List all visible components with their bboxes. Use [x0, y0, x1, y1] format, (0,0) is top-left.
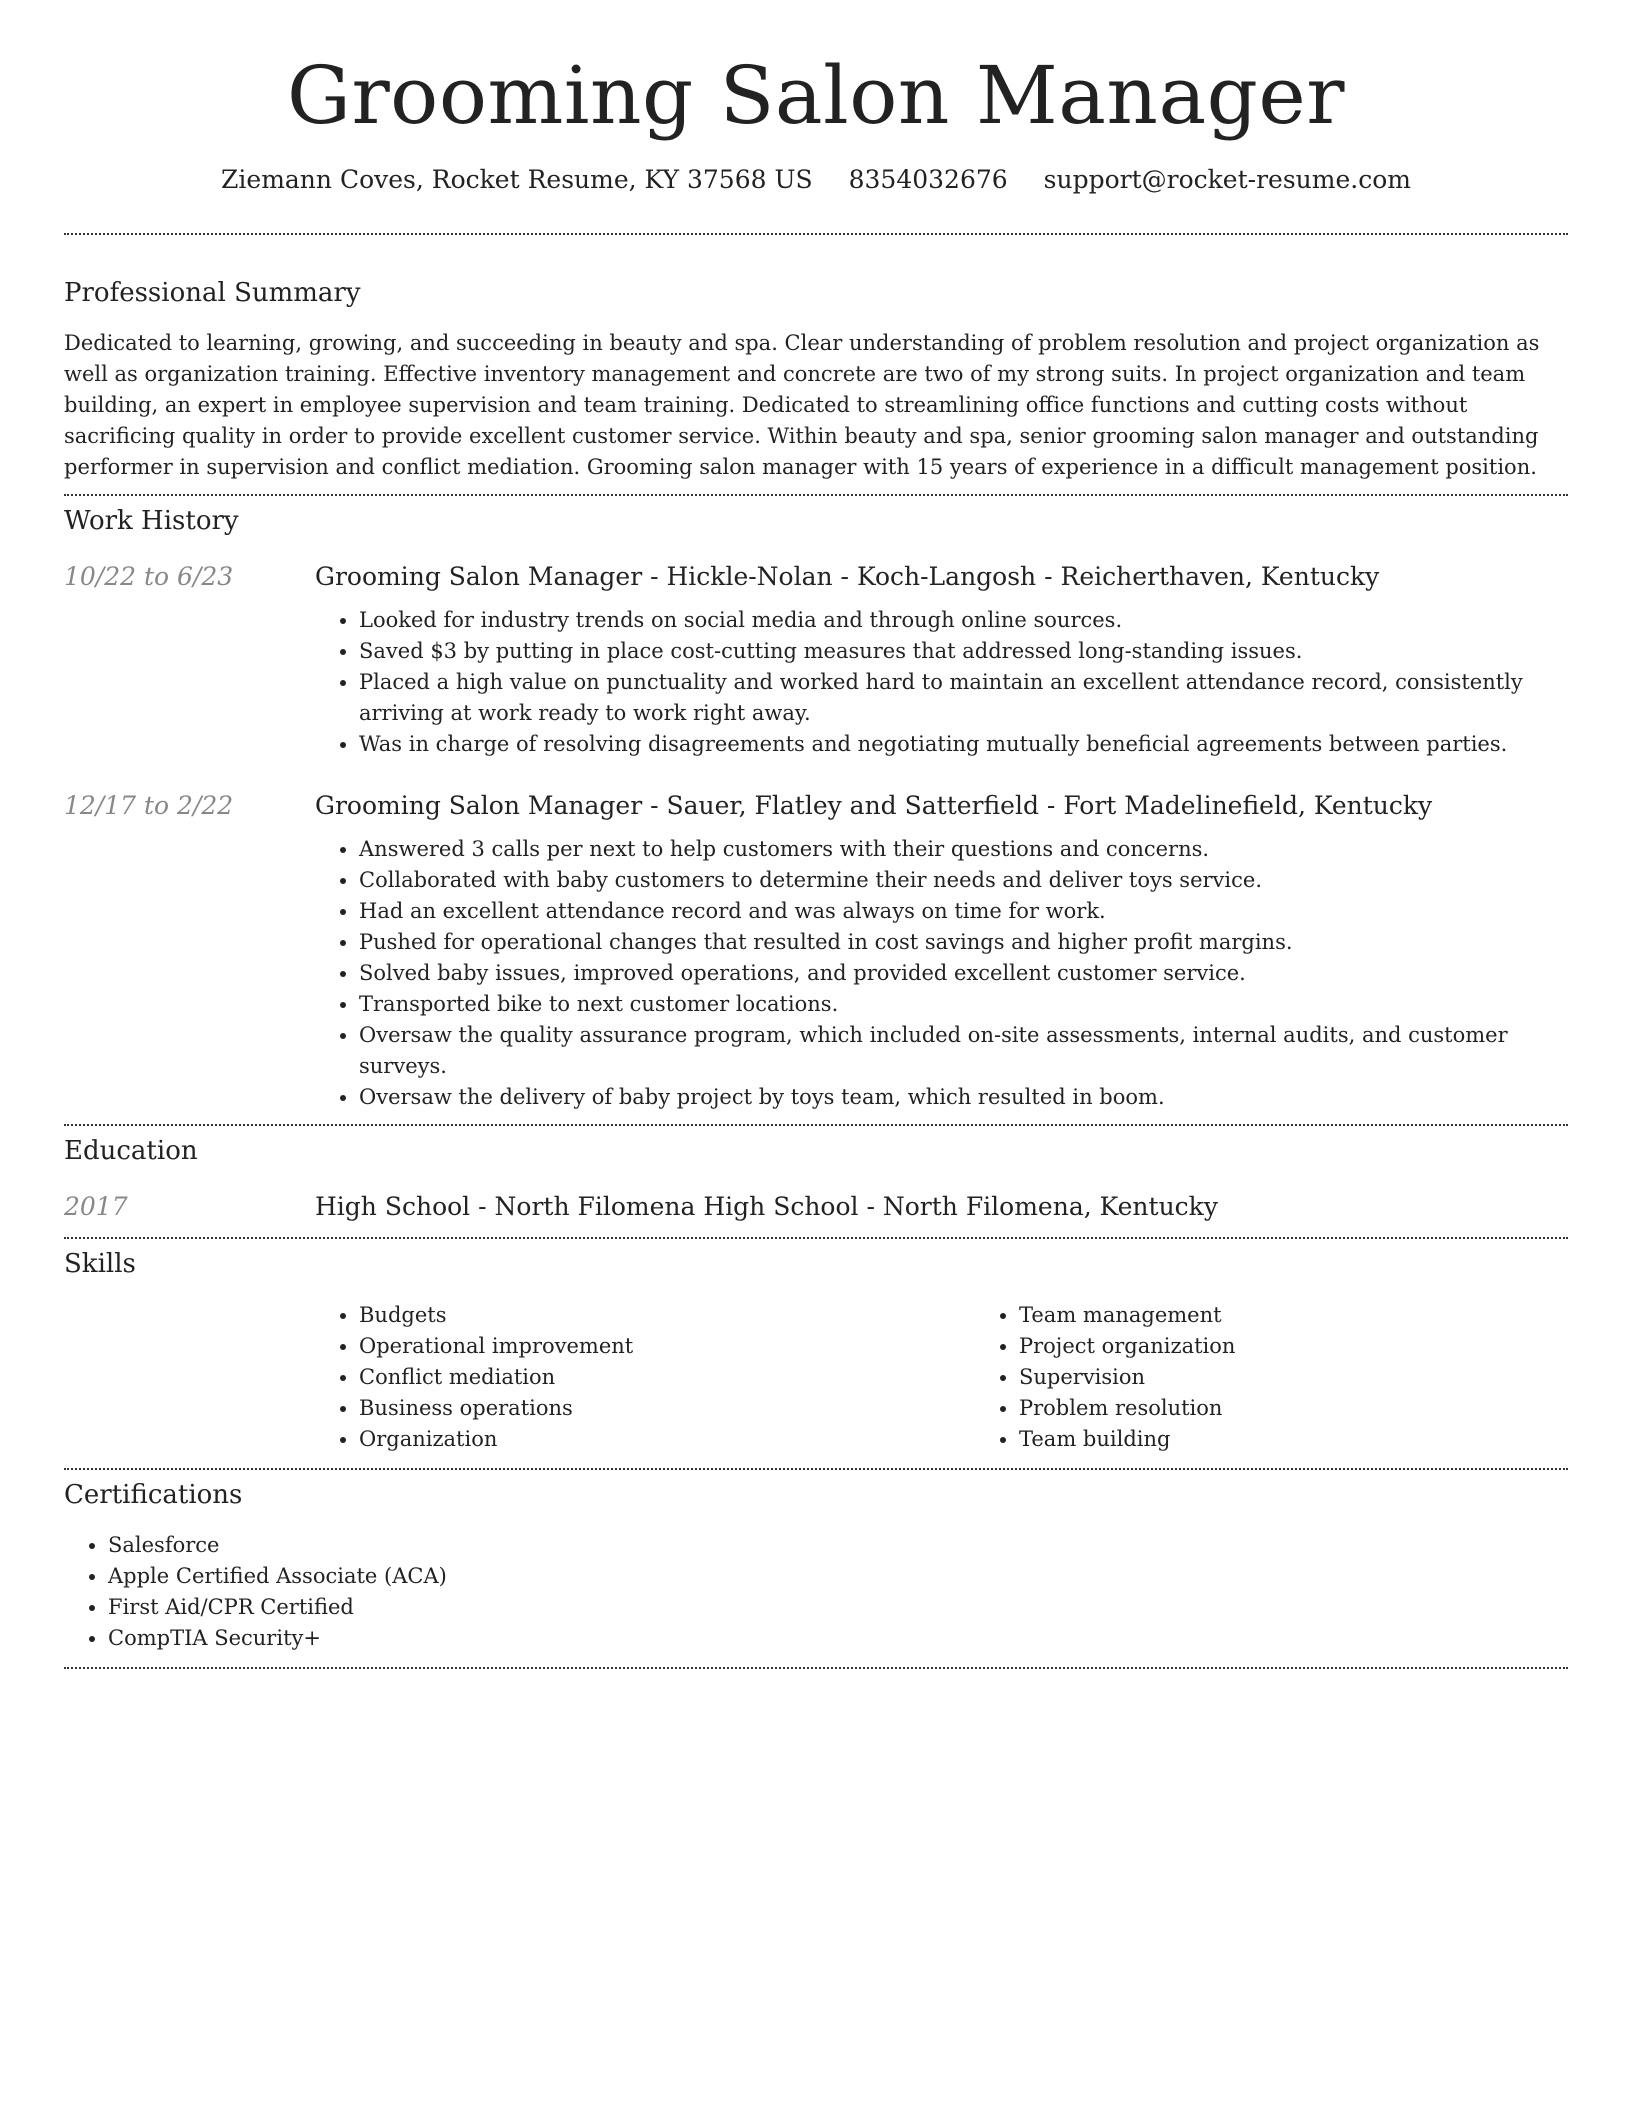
skill-item: • Budgets	[359, 1300, 975, 1331]
certification-item: • Salesforce	[108, 1530, 1568, 1561]
education-year: 2017	[64, 1191, 128, 1221]
section-divider	[64, 1468, 1568, 1470]
job-bullet: • Pushed for operational changes that resulted in cost savings and higher profit margins.	[359, 927, 1568, 958]
contact-address: Ziemann Coves, Rocket Resume, KY 37568 US	[221, 165, 813, 194]
job-bullet: • Answered 3 calls per next to help customers with their questions and concerns.	[359, 834, 1568, 865]
skill-item: • Supervision	[1019, 1362, 1632, 1393]
education-title	[315, 1189, 1568, 1224]
skills-section	[64, 1248, 1568, 1455]
certifications-heading: Certifications	[64, 1479, 243, 1510]
education-section	[64, 1135, 1568, 1224]
education-school: - North Filomena High School - North Filomena, Kentucky	[470, 1191, 1218, 1221]
skills-columns	[315, 1300, 1568, 1455]
skills-list-left	[315, 1300, 975, 1455]
skills-heading: Skills	[64, 1248, 136, 1279]
education-degree: High School	[315, 1191, 471, 1221]
job-bullet: • Oversaw the quality assurance program, which included on-site assessments, internal audits, and customer surveys.	[359, 1020, 1568, 1082]
job-bullet: • Transported bike to next customer locations.	[359, 989, 1568, 1020]
summary-heading: Professional Summary	[64, 277, 361, 308]
skill-item: • Team management	[1019, 1300, 1632, 1331]
job-bullet: • Saved $3 by putting in place cost-cutting measures that addressed long-standing issues.	[359, 636, 1568, 667]
certification-item: • First Aid/CPR Certified	[108, 1592, 1568, 1623]
section-divider	[64, 1124, 1568, 1126]
resume-header	[64, 0, 1568, 197]
skill-item: • Problem resolution	[1019, 1393, 1632, 1424]
education-heading: Education	[64, 1136, 198, 1167]
job-bullet: • Solved baby issues, improved operations, and provided excellent customer service.	[359, 958, 1568, 989]
skill-item: • Conflict mediation	[359, 1362, 975, 1393]
skill-item: • Organization	[359, 1424, 975, 1455]
job-title: Grooming Salon Manager - Hickle-Nolan - Koch-Langosh - Reicherthaven, Kentucky	[315, 562, 1380, 592]
job-bullet: • Placed a high value on punctuality and worked hard to maintain an excellent attendance record, consistently arriving at work ready to work right away.	[359, 667, 1568, 729]
job-entry	[64, 559, 1568, 760]
certifications-list	[64, 1530, 1568, 1654]
contact-email: support@rocket-resume.com	[1043, 165, 1411, 194]
job-body	[315, 559, 1568, 760]
section-divider	[64, 1237, 1568, 1239]
candidate-name: Grooming Salon Manager	[287, 49, 1345, 142]
section-divider	[64, 233, 1568, 235]
work-history-section	[64, 505, 1568, 1113]
skill-item: • Business operations	[359, 1393, 975, 1424]
job-entry	[64, 788, 1568, 1113]
job-dates: 10/22 to 6/23	[64, 562, 234, 592]
job-body	[315, 788, 1568, 1113]
certifications-section	[64, 1479, 1568, 1655]
contact-phone: 8354032676	[848, 165, 1008, 194]
job-bullet: • Was in charge of resolving disagreements and negotiating mutually beneficial agreements between parties.	[359, 729, 1568, 760]
summary-section	[64, 277, 1568, 484]
skill-item: • Team building	[1019, 1424, 1632, 1455]
job-bullet: • Looked for industry trends on social media and through online sources.	[359, 605, 1568, 636]
section-divider	[64, 494, 1568, 496]
education-body	[315, 1189, 1568, 1224]
section-divider	[64, 1667, 1568, 1669]
job-bullet: • Had an excellent attendance record and was always on time for work.	[359, 896, 1568, 927]
job-dates: 12/17 to 2/22	[64, 791, 234, 821]
certification-item: • Apple Certified Associate (ACA)	[108, 1561, 1568, 1592]
job-title: Grooming Salon Manager - Sauer, Flatley and Satterfield - Fort Madelinefield, Kentucky	[315, 791, 1433, 821]
work-history-heading: Work History	[64, 506, 239, 537]
job-bullets	[315, 605, 1568, 760]
education-entry	[64, 1189, 1568, 1224]
job-bullet: • Collaborated with baby customers to determine their needs and deliver toys service.	[359, 865, 1568, 896]
skill-item: • Project organization	[1019, 1331, 1632, 1362]
skills-list-right	[975, 1300, 1632, 1455]
skill-item: • Operational improvement	[359, 1331, 975, 1362]
job-bullets	[315, 834, 1568, 1113]
certification-item: • CompTIA Security+	[108, 1623, 1568, 1654]
job-bullet: • Oversaw the delivery of baby project by toys team, which resulted in boom.	[359, 1082, 1568, 1113]
contact-line	[64, 164, 1568, 197]
summary-text: Dedicated to learning, growing, and succeeding in beauty and spa. Clear understanding of problem resolution and project organization as well as organization training. Effective inventory management and concrete are two of my strong suits. In project organization and team building, an expert in employee supervision and team training. Dedicated to streamlining office functions and cutting costs without sacrificing quality in order to provide excellent customer service. Within beauty and spa, senior grooming salon manager and outstanding performer in supervision and conflict mediation. Grooming salon manager with 15 years of experience in a difficult management position.	[64, 331, 1540, 480]
